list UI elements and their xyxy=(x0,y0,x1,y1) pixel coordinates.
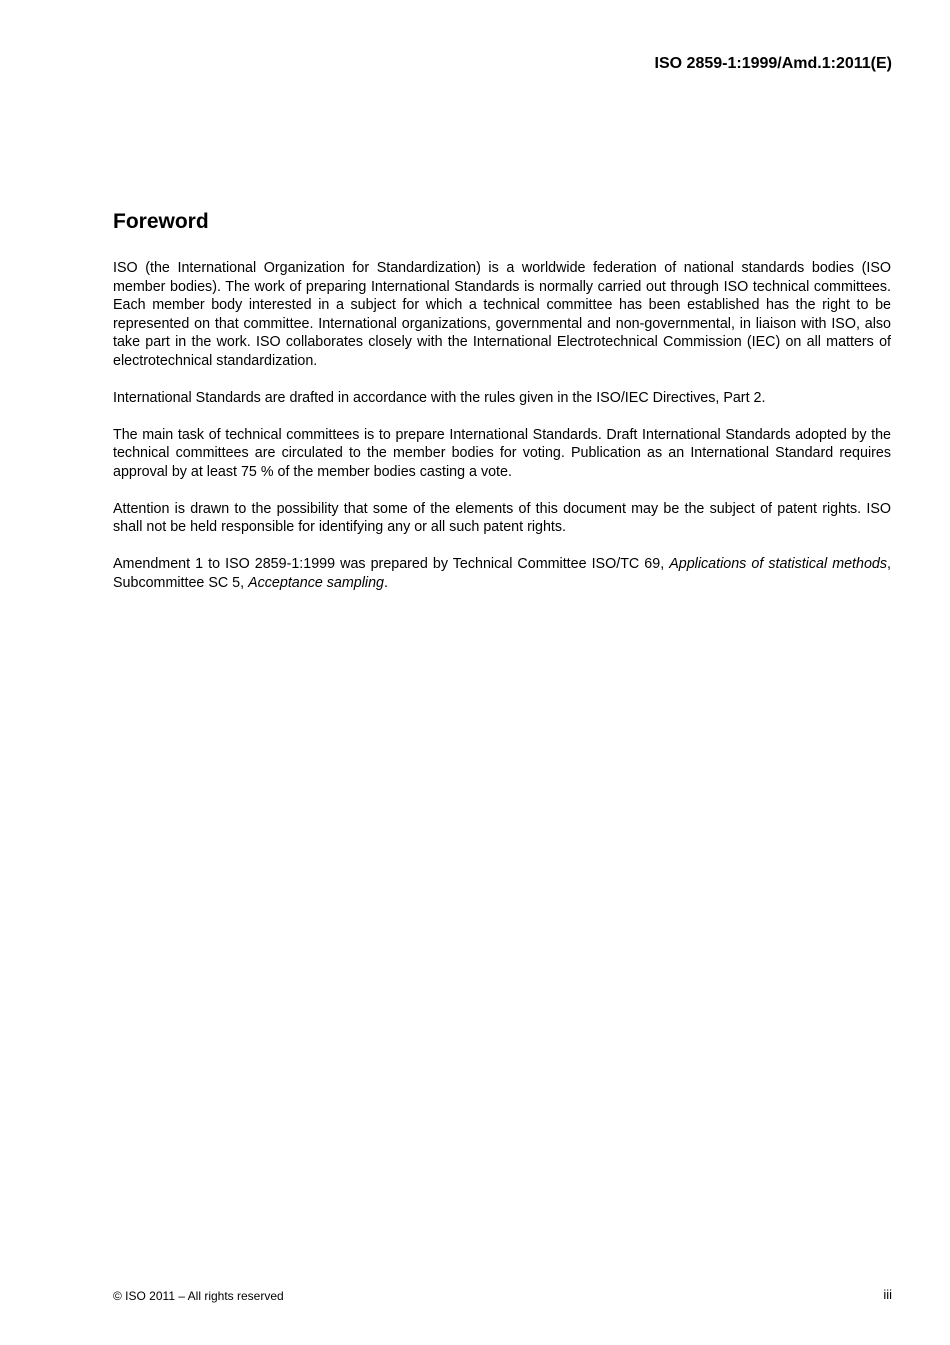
foreword-paragraph-1: ISO (the International Organization for Standardization) is a worldwide federation of national standards bodies (ISO member bodies). The work of preparing International Standards is normally carried out through ISO technical committees. Each member body interested in a subject for which a technical committee has been established has the right to be represented on that committee. International organizations, governmental and non-governmental, in liaison with ISO, also take part in the work. ISO collaborates closely with the International Electrotechnical Commission (IEC) on all matters of electrotechnical standardization. xyxy=(113,260,891,369)
page-number: iii xyxy=(883,1287,892,1302)
foreword-body xyxy=(113,259,891,611)
committee-title: Applications of statistical methods xyxy=(669,556,888,572)
amendment-statement-end: . xyxy=(384,574,388,591)
subcommittee-title: Acceptance sampling xyxy=(248,574,384,591)
foreword-heading: Foreword xyxy=(113,210,209,233)
document-id: ISO 2859-1:1999/Amd.1:2011(E) xyxy=(654,55,892,72)
amendment-statement-mid: , Subcommittee SC 5, xyxy=(113,556,892,591)
copyright-notice: © ISO 2011 – All rights reserved xyxy=(113,1289,284,1303)
foreword-paragraph-3: The main task of technical committees is to prepare International Standards. Draft International Standards adopted by the technical committees are circulated to the member bodies for voting. Publication as an International Standard requires approval by at least 75 % of the member bodies casting a vote. xyxy=(113,426,891,480)
foreword-paragraph-4: Attention is drawn to the possibility that some of the elements of this document may be the subject of patent rights. ISO shall not be held responsible for identifying any or all such patent rights. xyxy=(113,500,891,535)
foreword-paragraph-5 xyxy=(113,555,891,592)
foreword-paragraph-2: International Standards are drafted in accordance with the rules given in the ISO/IEC Directives, Part 2. xyxy=(113,389,766,406)
amendment-statement-lead: Amendment 1 to ISO 2859-1:1999 was prepared by Technical Committee ISO/TC 69, xyxy=(113,556,670,572)
